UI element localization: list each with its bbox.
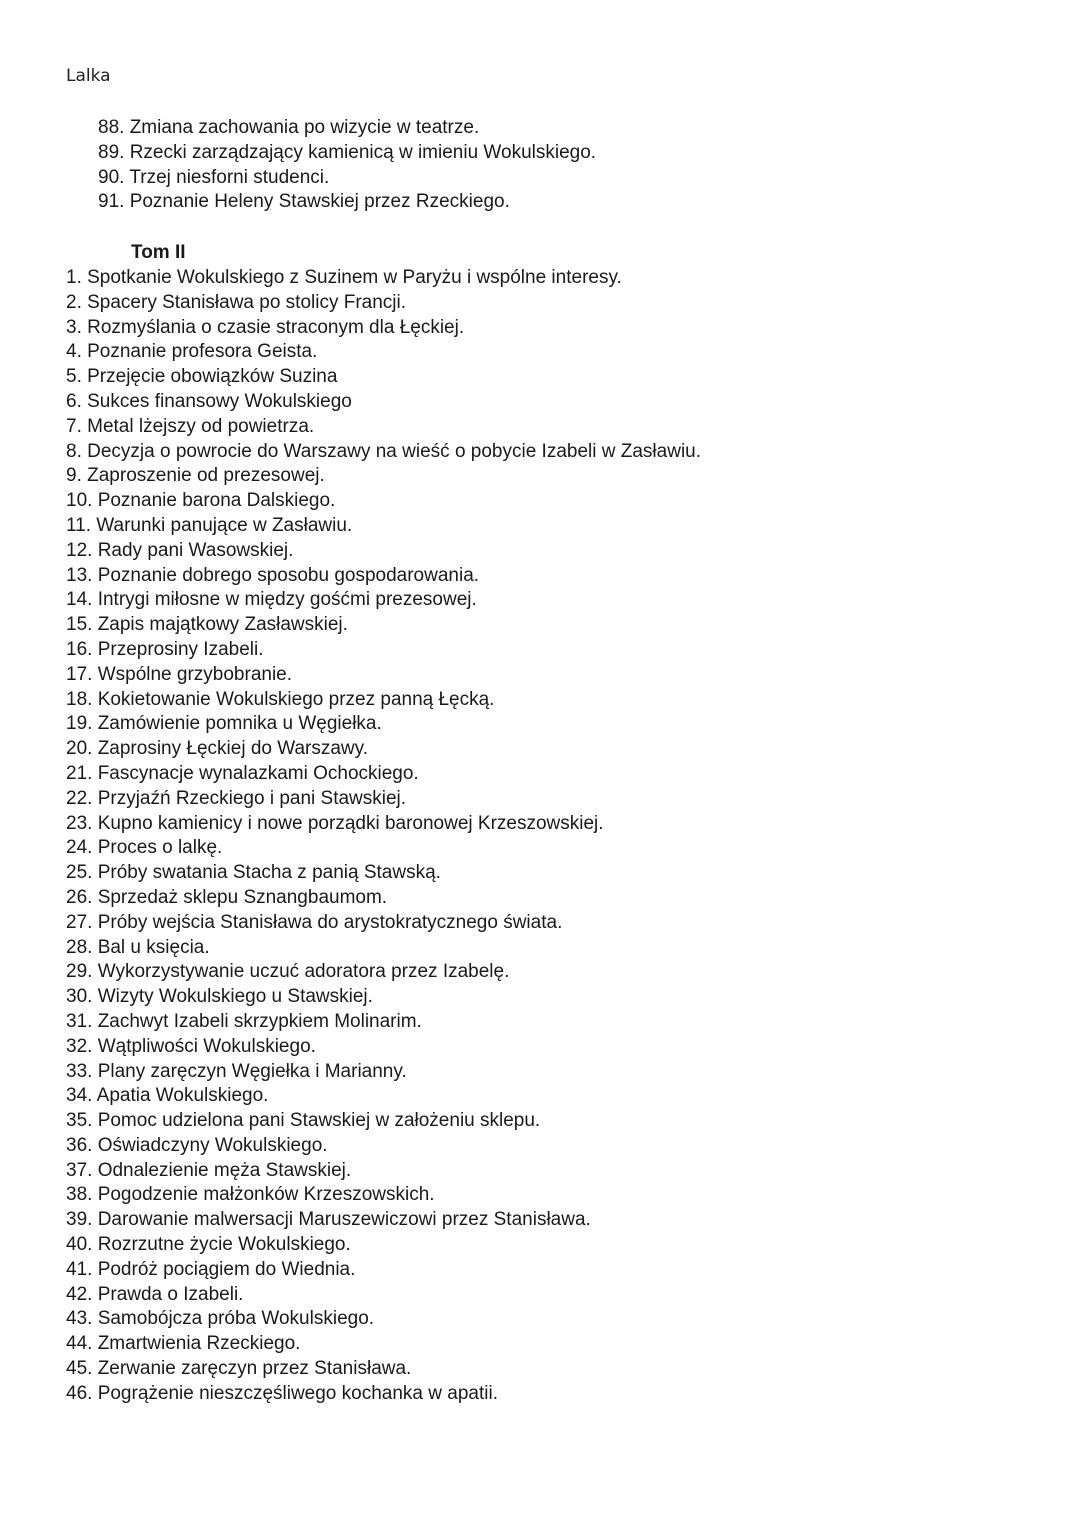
list-item: 7. Metal lżejszy od powietrza. [66,415,315,437]
list-item: 33. Plany zaręczyn Węgiełka i Marianny. [66,1060,407,1082]
list-item: 89. Rzecki zarządzający kamienicą w imieniu Wokulskiego. [98,141,597,163]
list-item: 2. Spacery Stanisława po stolicy Francji. [66,291,407,313]
list-item: 44. Zmartwienia Rzeckiego. [66,1333,301,1355]
tom1-continuation-list [98,116,596,215]
list-item: 23. Kupno kamienicy i nowe porządki baronowej Krzeszowskiej. [66,812,604,834]
list-item: 88. Zmiana zachowania po wizycie w teatrze. [98,117,480,138]
list-item: 43. Samobójcza próba Wokulskiego. [66,1308,375,1330]
list-item: 19. Zamówienie pomnika u Węgiełka. [66,713,382,735]
list-item: 13. Poznanie dobrego sposobu gospodarowania. [66,564,480,586]
list-item: 20. Zaprosiny Łęckiej do Warszawy. [66,738,369,760]
list-item: 14. Intrygi miłosne w między gośćmi prezesowej. [66,589,477,611]
list-item: 25. Próby swatania Stacha z panią Stawską. [66,862,441,884]
list-item: 26. Sprzedaż sklepu Sznangbaumom. [66,886,388,908]
list-item: 10. Poznanie barona Dalskiego. [66,490,336,512]
list-item: 3. Rozmyślania o czasie straconym dla Łęckiej. [66,316,465,338]
list-item: 15. Zapis majątkowy Zasławskiej. [66,614,348,636]
list-item: 5. Przejęcie obowiązków Suzina [66,366,338,388]
list-item: 11. Warunki panujące w Zasławiu. [66,514,353,536]
list-item: 39. Darowanie malwersacji Maruszewiczowi przez Stanisława. [66,1209,591,1231]
page-header-title: Lalka [66,66,111,86]
list-item: 4. Poznanie profesora Geista. [66,341,318,363]
list-item: 37. Odnalezienie męża Stawskiej. [66,1159,352,1181]
list-item: 24. Proces o lalkę. [66,837,223,859]
list-item: 91. Poznanie Heleny Stawskiej przez Rzeckiego. [98,191,510,213]
section-heading-tom2: Tom II [131,242,186,263]
tom2-list [66,266,701,1407]
list-item: 30. Wizyty Wokulskiego u Stawskiej. [66,986,373,1008]
list-item: 29. Wykorzystywanie uczuć adoratora przez Izabelę. [66,961,510,983]
list-item: 32. Wątpliwości Wokulskiego. [66,1035,316,1057]
list-item: 22. Przyjaźń Rzeckiego i pani Stawskiej. [66,787,407,809]
list-item: 16. Przeprosiny Izabeli. [66,638,264,660]
list-item: 9. Zaproszenie od prezesowej. [66,465,325,487]
list-item: 90. Trzej niesforni studenci. [98,166,330,188]
list-item: 38. Pogodzenie małżonków Krzeszowskich. [66,1184,435,1206]
list-item: 6. Sukces finansowy Wokulskiego [66,390,352,412]
list-item: 12. Rady pani Wasowskiej. [66,539,294,561]
list-item: 46. Pogrążenie nieszczęśliwego kochanka w apatii. [66,1382,498,1404]
list-item: 27. Próby wejścia Stanisława do arystokratycznego świata. [66,911,563,933]
list-item: 41. Podróż pociągiem do Wiednia. [66,1258,356,1280]
list-item: 36. Oświadczyny Wokulskiego. [66,1134,328,1156]
list-item: 17. Wspólne grzybobranie. [66,663,293,685]
list-item: 42. Prawda o Izabeli. [66,1283,244,1305]
list-item: 18. Kokietowanie Wokulskiego przez panną Łęcką. [66,688,495,710]
list-item: 31. Zachwyt Izabeli skrzypkiem Molinarim. [66,1010,422,1032]
list-item: 34. Apatia Wokulskiego. [66,1085,269,1107]
list-item: 8. Decyzja o powrocie do Warszawy na wieść o pobycie Izabeli w Zasławiu. [66,440,702,462]
list-item: 40. Rozrzutne życie Wokulskiego. [66,1234,351,1256]
list-item: 45. Zerwanie zaręczyn przez Stanisława. [66,1358,412,1380]
list-item: 28. Bal u księcia. [66,936,210,958]
list-item: 35. Pomoc udzielona pani Stawskiej w założeniu sklepu. [66,1110,541,1132]
list-item: 1. Spotkanie Wokulskiego z Suzinem w Paryżu i wspólne interesy. [66,267,622,288]
list-item: 21. Fascynacje wynalazkami Ochockiego. [66,762,419,784]
